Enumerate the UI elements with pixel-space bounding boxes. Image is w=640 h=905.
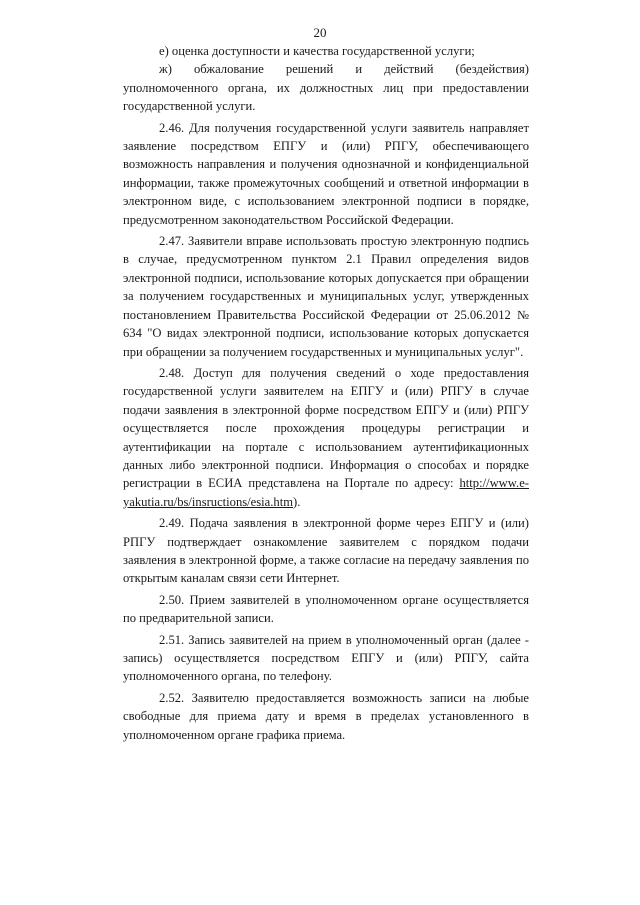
paragraph-2-51: 2.51. Запись заявителей на прием в уполномоченный орган (далее - запись) осуществляется посредством ЕПГУ и (или) РПГУ, сайта уполномоченного органа, по телефону.: [123, 632, 529, 684]
esia-instructions-link[interactable]: http://www.e-yakutia.ru/bs/insructions/esia.htm: [123, 476, 529, 509]
paragraph-2-46: 2.46. Для получения государственной услуги заявитель направляет заявление посредством ЕПГУ и (или) РПГУ, обеспечивающего возможность направления и получения однозначной и конфиденциальной информации, также промежуточных сообщений и ответной информации в электронном виде, с использованием электронной подписи в порядке, предусмотренном законодательством Российской Федерации.: [123, 120, 529, 227]
list-item-zh: ж) обжалование решений и действий (бездействия) уполномоченного органа, их должностных лиц при предоставлении государственной услуги.: [123, 62, 529, 114]
paragraph-2-48: [123, 364, 529, 511]
paragraph-2-47: 2.47. Заявители вправе использовать простую электронную подпись в случае, предусмотренном пунктом 2.1 Правил определения видов электронной подписи, использование которых допускается при обращении за получением государственных и муниципальных услуг, утвержденных постановлением Правительства Российской Федерации от 25.06.2012 № 634 "О видах электронной подписи, использование которых допускается при обращении за получением государственных и муниципальных услуг".: [123, 234, 529, 359]
paragraph-2-52: 2.52. Заявителю предоставляется возможность записи на любые свободные для приема дату и время в пределах установленного в уполномоченном органе графика приема.: [123, 690, 529, 742]
list-item-e: е) оценка доступности и качества государственной услуги;: [159, 44, 475, 58]
paragraph-2-49: 2.49. Подача заявления в электронной форме через ЕПГУ и (или) РПГУ подтверждает ознакомление заявителем с порядком подачи заявления в электронной форме, а также согласие на передачу заявления по открытым каналам связи сети Интернет.: [123, 516, 529, 586]
paragraph-2-48-tail: ).: [293, 494, 301, 509]
paragraph-2-48-text: 2.48. Доступ для получения сведений о ходе предоставления государственной услуги заявителем на ЕПГУ и (или) РПГУ в случае подачи заявления в электронной форме посредством ЕПГУ и (или) РПГУ осуществляется после прохождения процедуры регистрации и аутентификации на портале с использованием аутентификационных данных либо электронной подписи. Информация о способах и порядке регистрации в ЕСИА представлена на Портале по адресу:: [123, 365, 529, 491]
page-number: 20: [313, 25, 327, 40]
paragraph-2-50: 2.50. Прием заявителей в уполномоченном органе осуществляется по предварительной записи.: [123, 592, 529, 626]
document-body: [123, 42, 529, 747]
